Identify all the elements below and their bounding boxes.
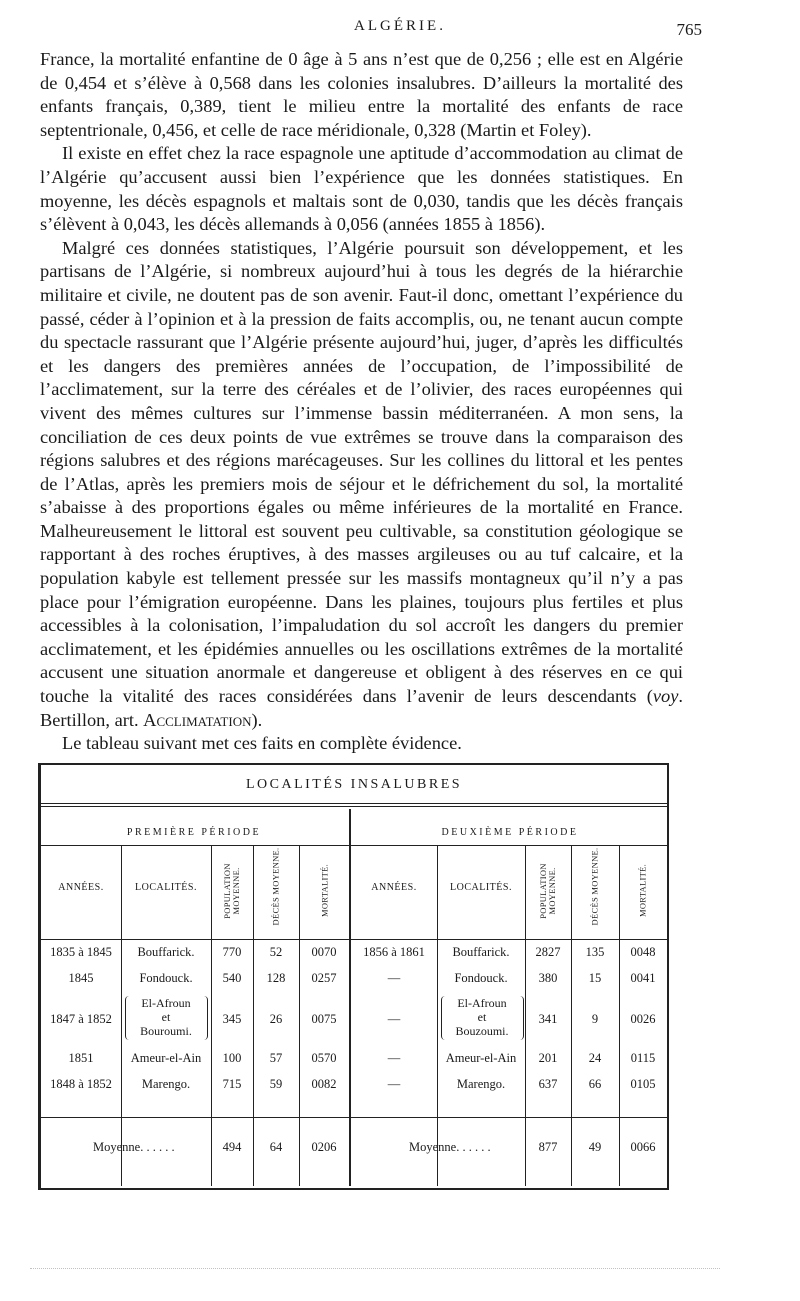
header-mortalite-2: MORTALITÉ. bbox=[637, 863, 648, 918]
mean-mortalite: 0066 bbox=[630, 1140, 656, 1154]
mean-rule bbox=[41, 1117, 667, 1118]
cell-mortalite: 0115 bbox=[630, 1051, 656, 1065]
cell-annees: 1835 à 1845 bbox=[50, 945, 112, 959]
cell-deces: 128 bbox=[266, 971, 286, 985]
paragraph-3-voy: voy bbox=[652, 686, 679, 707]
header-deces-2: DÉCÈS MOYENNE. bbox=[589, 847, 600, 926]
cell-deces: 15 bbox=[588, 971, 602, 985]
cell-localite: Ameur-el-Ain bbox=[130, 1051, 202, 1065]
mean-population: 494 bbox=[222, 1140, 242, 1154]
cell-mortalite: 0082 bbox=[311, 1077, 337, 1091]
header-deces-1: DÉCÈS MOYENNE. bbox=[270, 847, 281, 926]
cell-annees: — bbox=[387, 1077, 401, 1091]
page-number: 765 bbox=[676, 20, 702, 39]
mean-mortalite: 0206 bbox=[311, 1140, 337, 1154]
paragraph-3-text: Malgré ces données statistiques, l’Algérie poursuit son développement, et les partisans de l’Algérie, si nombreux aujourd’hui à tous les degrés de la hiérarchie militaire et civile, ne doutent pas de son avenir. Faut-il donc, omettant l’expérience du passé, céder à l’opinion et à la pression de faits accomplis, ou, ne tenant aucun compte du spectacle rassurant que l’Algérie présente aujourd’hui, juger, d’après les difficultés et les dangers des premières années de l’occupation, de l’impossibilité de l’acclimatement, sur la terre des céréales et de l’olivier, des races européennes qui vivent des mêmes cultures sur l’immense bassin méditerranéen. A mon sens, la conciliation de ces deux points de vue extrêmes se trouve dans la comparaison des régions salubres et des régions marécageuses. Sur les collines du littoral et les pentes de l’Atlas, après les premiers mois de séjour et le défrichement du sol, la mortalité s’abaisse à des proportions égales ou même inférieures de la mortalité en France. Malheureusement le littoral est souvent peu cultivable, sa constitution géologique se rapportant à des roches éruptives, à des masses argileuses ou au tuf calcaire, et la population kabyle est tellement pressée sur les massifs montagneux qu’il n’y a pas place pour l’émigration européenne. Dans les plaines, toujours plus fertiles et plus accessibles à la colonisation, l’impaludation du sol accroît les dangers du premier acclimatement, et les épidémies annuelles ou les oscillations extrêmes de la mortalité accusent une situation anormale et dangereuse et obligent à des réserves en ce qui touche la vitalité des races considérées dans l’avenir de leurs descendants ( bbox=[40, 237, 683, 707]
paragraph-3-end: ). bbox=[251, 709, 263, 730]
cell-deces: 26 bbox=[269, 1012, 283, 1026]
cell-mortalite: 0570 bbox=[311, 1051, 337, 1065]
cell-localite-a: El-Afroun bbox=[141, 996, 191, 1010]
header-localites-2: LOCALITÉS. bbox=[450, 882, 512, 893]
cell-annees: — bbox=[387, 971, 401, 985]
paragraph-2: Il existe en effet chez la race espagnole une aptitude d’accommodation au climat de l’Algérie qu’accusent aussi bien l’expérience que les données statistiques. En moyenne, les décès espagnols et maltais sont de 0,030, tandis que les décès français s’élèvent à 0,043, les décès allemands à 0,056 (années 1855 à 1856). bbox=[40, 143, 683, 235]
paragraph-3-acclimatation: Acclimatation bbox=[143, 709, 252, 730]
cell-localite: Ameur-el-Ain bbox=[445, 1051, 517, 1065]
cell-mortalite: 0105 bbox=[630, 1077, 656, 1091]
cell-population: 380 bbox=[538, 971, 558, 985]
cell-population: 345 bbox=[222, 1012, 242, 1026]
cell-population: 201 bbox=[538, 1051, 558, 1065]
cell-deces: 135 bbox=[585, 945, 605, 959]
cell-annees: — bbox=[387, 1051, 401, 1065]
cell-population: 100 bbox=[222, 1051, 242, 1065]
header-localites-1: LOCALITÉS. bbox=[135, 882, 197, 893]
cell-population: 715 bbox=[222, 1077, 242, 1091]
cell-localite: Fondouck. bbox=[139, 971, 193, 985]
body-text bbox=[40, 48, 683, 756]
cell-mortalite: 0075 bbox=[311, 1012, 337, 1026]
cell-mortalite: 0041 bbox=[630, 971, 656, 985]
col-line bbox=[121, 845, 122, 1186]
mean-population: 877 bbox=[538, 1140, 558, 1154]
cell-localite: Marengo. bbox=[141, 1077, 191, 1091]
header-mortalite-1: MORTALITÉ. bbox=[319, 863, 330, 918]
period-rule bbox=[41, 845, 667, 846]
cell-annees: 1847 à 1852 bbox=[50, 1012, 112, 1026]
cell-population: 540 bbox=[222, 971, 242, 985]
cell-localite bbox=[129, 996, 203, 1038]
paragraph-4: Le tableau suivant met ces faits en complète évidence. bbox=[62, 733, 462, 754]
header-annees-2: ANNÉES. bbox=[371, 882, 417, 893]
cell-mortalite: 0257 bbox=[311, 971, 337, 985]
cell-annees: 1856 à 1861 bbox=[363, 945, 425, 959]
cell-localite-c: Bouzoumi. bbox=[455, 1024, 509, 1038]
cell-localite-b: et bbox=[161, 1010, 171, 1024]
title-rule bbox=[41, 803, 667, 804]
mean-label: Moyenne. . . . . . bbox=[409, 1140, 491, 1154]
cell-deces: 66 bbox=[588, 1077, 602, 1091]
cell-population: 770 bbox=[222, 945, 242, 959]
header-population-1: POPULATION MOYENNE. bbox=[222, 863, 241, 919]
paragraph-3 bbox=[40, 237, 683, 732]
cell-localite: Bouffarick. bbox=[137, 945, 195, 959]
cell-annees: 1845 bbox=[68, 971, 94, 985]
paragraph-3-mid: . Bertillon, art. bbox=[40, 686, 683, 730]
cell-annees: 1851 bbox=[68, 1051, 94, 1065]
right-brace bbox=[517, 996, 524, 1040]
cell-localite-c: Bouroumi. bbox=[140, 1024, 192, 1038]
period-2-heading: DEUXIÈME PÉRIODE bbox=[441, 827, 579, 838]
cell-population: 341 bbox=[538, 1012, 558, 1026]
cell-population: 2827 bbox=[535, 945, 561, 959]
col-line bbox=[437, 845, 438, 1186]
table-title: LOCALITÉS INSALUBRES bbox=[245, 777, 463, 792]
cell-localite-b: et bbox=[477, 1010, 487, 1024]
cell-deces: 24 bbox=[588, 1051, 602, 1065]
mean-label: Moyenne. . . . . . bbox=[93, 1140, 175, 1154]
header-population-2: POPULATION MOYENNE. bbox=[538, 863, 557, 919]
header-rule bbox=[41, 939, 667, 940]
paragraph-1: France, la mortalité enfantine de 0 âge à 5 ans n’est que de 0,256 ; elle est en Algérie de 0,454 et s’élève à 0,568 dans les colonies insalubres. D’ailleurs la mortalité des enfants français, 0,389, tient le milieu entre la mortalité des enfants de race septentrionale, 0,456, et celle de race méridionale, 0,328 (Martin et Foley). bbox=[40, 49, 683, 140]
cell-localite: Bouffarick. bbox=[452, 945, 510, 959]
cell-deces: 59 bbox=[269, 1077, 283, 1091]
cell-annees: 1848 à 1852 bbox=[50, 1077, 112, 1091]
cell-mortalite: 0070 bbox=[311, 945, 337, 959]
cell-deces: 52 bbox=[269, 945, 283, 959]
cell-annees: — bbox=[387, 1012, 401, 1026]
running-title: ALGÉRIE. bbox=[354, 18, 446, 34]
cell-mortalite: 0026 bbox=[630, 1012, 656, 1026]
title-rule-2 bbox=[41, 806, 667, 807]
cell-deces: 9 bbox=[591, 1012, 599, 1026]
period-1-heading: PREMIÈRE PÉRIODE bbox=[126, 827, 262, 838]
mean-deces: 49 bbox=[588, 1140, 602, 1154]
right-brace bbox=[201, 996, 208, 1040]
cell-population: 637 bbox=[538, 1077, 558, 1091]
cell-localite: Fondouck. bbox=[454, 971, 508, 985]
cell-localite-a: El-Afroun bbox=[457, 996, 507, 1010]
cell-deces: 57 bbox=[269, 1051, 283, 1065]
header-annees-1: ANNÉES. bbox=[58, 882, 104, 893]
cell-mortalite: 0048 bbox=[630, 945, 656, 959]
cell-localite: Marengo. bbox=[456, 1077, 506, 1091]
cell-localite bbox=[445, 996, 519, 1038]
period-divider bbox=[349, 809, 351, 1186]
running-head bbox=[0, 18, 800, 42]
mortality-table bbox=[38, 763, 669, 1190]
footer-scan-artifact bbox=[30, 1268, 720, 1275]
mean-deces: 64 bbox=[269, 1140, 283, 1154]
